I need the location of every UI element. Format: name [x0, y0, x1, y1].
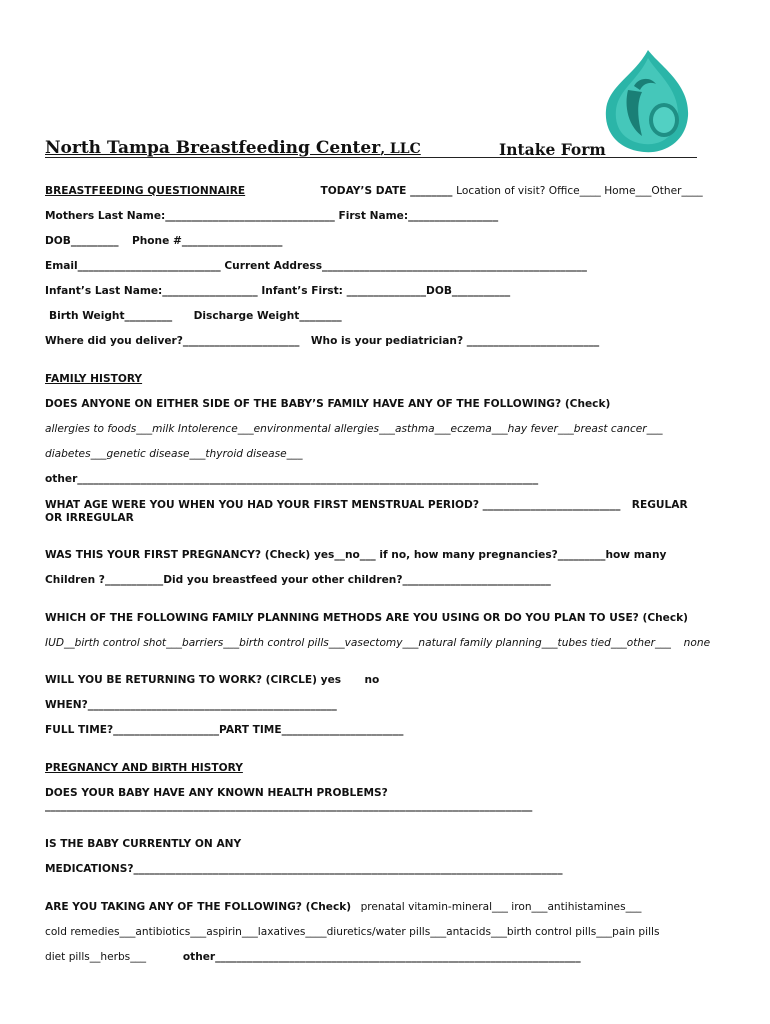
discharge-weight-field[interactable]: Discharge Weight________: [193, 310, 342, 322]
family-planning-methods: [45, 637, 710, 649]
menstrual-row: [45, 499, 688, 511]
center-suffix: , LLC: [380, 141, 421, 157]
todays-date-field[interactable]: TODAY’S DATE ________: [320, 185, 453, 197]
location-field[interactable]: Location of visit? Office____ Home___Other____: [456, 185, 703, 197]
conditions-checklist-1[interactable]: allergies to foods___milk Intolerence___environmental allergies___asthma___eczema___hay fever___breast cancer___: [45, 423, 663, 435]
taking-row-3: [45, 951, 581, 963]
taking-checklist-3[interactable]: diet pills__herbs___: [45, 951, 147, 963]
mother-last-name-field[interactable]: Mothers Last Name:________________________________: [45, 210, 335, 222]
dob-phone-row: [45, 235, 282, 247]
weight-row: [49, 310, 342, 322]
family-history-other-field[interactable]: other_______________________________________________________________________________________: [45, 473, 539, 485]
center-name-text: North Tampa Breastfeeding Center: [45, 138, 381, 158]
return-work-question[interactable]: WILL YOU BE RETURNING TO WORK? (CIRCLE) yes: [45, 674, 342, 686]
menstrual-field[interactable]: WHAT AGE WERE YOU WHEN YOU HAD YOUR FIRST MENSTRUAL PERIOD? __________________________: [45, 499, 621, 511]
taking-checklist-2[interactable]: cold remedies___antibiotics___aspirin___laxatives____diuretics/water pills___antacids___birth control pills___pain pills: [45, 926, 660, 938]
section-title-pregnancy-history: PREGNANCY AND BIRTH HISTORY: [45, 762, 243, 774]
form-title: Intake Form: [499, 140, 606, 159]
taking-other-field[interactable]: other_____________________________________________________________________: [182, 951, 581, 963]
header-divider: [45, 157, 697, 158]
delivery-row: [45, 335, 599, 347]
health-problems-question: DOES YOUR BABY HAVE ANY KNOWN HEALTH PROBLEMS?: [45, 787, 388, 799]
infant-first-name-field[interactable]: Infant’s First: _______________DOB___________: [261, 285, 511, 297]
deliver-field[interactable]: Where did you deliver?______________________: [45, 335, 300, 347]
section-title-questionnaire: BREASTFEEDING QUESTIONNAIRE: [45, 185, 246, 197]
taking-row: [45, 901, 641, 913]
section-title-family-history: FAMILY HISTORY: [45, 373, 143, 385]
phone-field[interactable]: Phone #___________________: [131, 235, 283, 247]
infant-name-row: [45, 285, 510, 297]
regular-option[interactable]: REGULAR: [631, 499, 688, 511]
medications-field[interactable]: MEDICATIONS?_________________________________________________________________________________: [45, 863, 563, 875]
family-planning-question: WHICH OF THE FOLLOWING FAMILY PLANNING METHODS ARE YOU USING OR DO YOU PLAN TO USE? (Check): [45, 612, 689, 624]
conditions-checklist-2[interactable]: diabetes___genetic disease___thyroid disease___: [45, 448, 303, 460]
email-address-row: [45, 260, 587, 272]
none-option[interactable]: none: [683, 637, 711, 649]
taking-checklist-1[interactable]: prenatal vitamin-mineral___ iron___antihistamines___: [360, 901, 642, 913]
infant-last-name-field[interactable]: Infant’s Last Name:__________________: [45, 285, 258, 297]
questionnaire-row: [45, 185, 703, 197]
address-field[interactable]: Current Address__________________________________________________: [224, 260, 587, 272]
health-problems-field[interactable]: ____________________________________________________________________________________________: [45, 800, 533, 812]
children-field[interactable]: Children ?___________Did you breastfeed your other children?____________________________: [45, 574, 551, 586]
family-history-question: DOES ANYONE ON EITHER SIDE OF THE BABY’S FAMILY HAVE ANY OF THE FOLLOWING? (Check): [45, 398, 611, 410]
mother-first-name-field[interactable]: First Name:_________________: [338, 210, 499, 222]
birth-weight-field[interactable]: Birth Weight_________: [49, 310, 173, 322]
first-pregnancy-field[interactable]: WAS THIS YOUR FIRST PREGNANCY? (Check) yes__no___ if no, how many pregnancies?_________how many: [45, 549, 667, 561]
email-field[interactable]: Email___________________________: [45, 260, 221, 272]
center-name: [45, 138, 421, 158]
mother-and-baby-logo-icon: [598, 46, 698, 158]
irregular-option[interactable]: OR IRREGULAR: [45, 512, 134, 524]
mother-name-row: [45, 210, 498, 222]
return-work-no-option[interactable]: no: [364, 674, 380, 686]
medications-question: IS THE BABY CURRENTLY ON ANY: [45, 838, 242, 850]
mother-dob-field[interactable]: DOB_________: [45, 235, 119, 247]
full-part-time-field[interactable]: FULL TIME?____________________PART TIME_______________________: [45, 724, 404, 736]
family-planning-checklist[interactable]: IUD__birth control shot___barriers___birth control pills___vasectomy___natural family planning___tubes tied___other___: [45, 637, 671, 649]
when-field[interactable]: WHEN?_______________________________________________: [45, 699, 337, 711]
pediatrician-field[interactable]: Who is your pediatrician? _________________________: [310, 335, 600, 347]
taking-question: ARE YOU TAKING ANY OF THE FOLLOWING? (Check): [45, 901, 352, 913]
return-work-row: [45, 674, 379, 686]
